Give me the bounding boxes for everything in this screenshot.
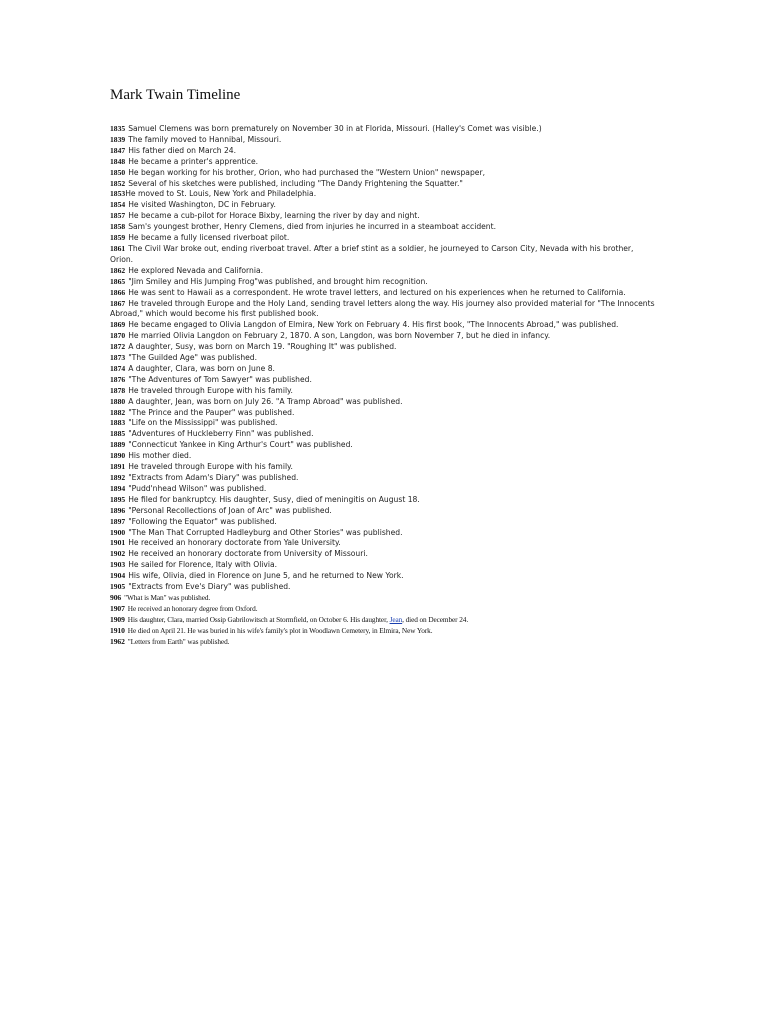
timeline-entry (110, 473, 655, 484)
entry-year: 1869 (110, 320, 126, 330)
entry-text: The family moved to Hannibal, Missouri. (128, 134, 282, 144)
entry-text: "The Prince and the Pauper" was published. (128, 407, 295, 417)
timeline-entry (110, 408, 655, 419)
entry-year: 1883 (110, 418, 126, 428)
entry-text: "The Man That Corrupted Hadleyburg and Other Stories" was published. (128, 527, 403, 537)
entry-year: 1866 (110, 287, 126, 297)
entry-year: 1885 (110, 429, 126, 439)
entry-text: He traveled through Europe and the Holy Land, sending travel letters along the way. His journey also provided material for "The Innocents Abroad," which would become his first published book. (110, 298, 655, 319)
timeline-entry (110, 211, 655, 222)
timeline-entry (110, 124, 655, 135)
entry-text: "Life on the Mississippi" was published. (128, 418, 278, 428)
entry-text: Sam's youngest brother, Henry Clemens, died from injuries he incurred in a steamboat accident. (128, 222, 497, 232)
timeline-entry (110, 386, 655, 397)
timeline-entry (110, 484, 655, 495)
entry-year: 1876 (110, 374, 126, 384)
timeline-entry (110, 451, 655, 462)
timeline-list (110, 124, 655, 648)
entry-year: 1905 (110, 582, 126, 592)
entry-year: 1896 (110, 505, 126, 515)
timeline-entry (110, 157, 655, 168)
entry-text: He began working for his brother, Orion, who had purchased the "Western Union" newspaper, (128, 167, 485, 177)
entry-text: His daughter, Clara, married Ossip Gabrilowitsch at Stormfield, on October 6. His daughter, (127, 614, 388, 624)
timeline-entry (110, 331, 655, 342)
timeline-entry (110, 626, 655, 637)
entry-year: 1859 (110, 233, 126, 243)
entry-text: He explored Nevada and California. (128, 265, 264, 275)
entry-year: 1891 (110, 462, 126, 472)
entry-year: 1867 (110, 298, 126, 308)
timeline-entry (110, 582, 655, 593)
entry-text: Several of his sketches were published, including "The Dandy Frightening the Squatter." (128, 178, 463, 188)
entry-year: 1895 (110, 494, 126, 504)
entry-year: 1892 (110, 473, 126, 482)
entry-text: "Personal Recollections of Joan of Arc" was published. (128, 505, 332, 515)
entry-year: 1901 (110, 538, 126, 548)
entry-text: "What is Man" was published. (124, 592, 211, 602)
entry-text: He sailed for Florence, Italy with Olivia. (128, 560, 278, 570)
entry-year: 1850 (110, 167, 126, 177)
entry-text: His mother died. (128, 451, 192, 461)
timeline-entry (110, 375, 655, 386)
entry-year: 1878 (110, 385, 126, 395)
entry-text: , died on December 24. (402, 614, 469, 624)
entry-year: 1880 (110, 396, 126, 406)
entry-year: 1865 (110, 276, 126, 286)
timeline-entry (110, 440, 655, 451)
jean-link[interactable]: Jean (389, 614, 403, 624)
entry-text: He traveled through Europe with his family. (128, 385, 293, 395)
entry-text: "Pudd'nhead Wilson" was published. (128, 483, 267, 493)
timeline-entry (110, 244, 655, 266)
entry-text: The Civil War broke out, ending riverboat travel. After a brief stint as a soldier, he journeyed to Carson City, Nevada with his brother, Orion. (110, 243, 634, 264)
entry-text: "Adventures of Huckleberry Finn" was published. (128, 429, 314, 439)
entry-text: A daughter, Clara, was born on June 8. (128, 363, 275, 373)
entry-text: He became engaged to Olivia Langdon of Elmira, New York on February 4. His first book, "The Innocents Abroad," was published. (128, 320, 619, 330)
entry-year: 1962 (110, 636, 125, 646)
entry-year: 1848 (110, 156, 126, 166)
timeline-entry (110, 506, 655, 517)
entry-text: His wife, Olivia, died in Florence on June 5, and he returned to New York. (128, 571, 404, 581)
entry-text: He received an honorary doctorate from University of Missouri. (128, 549, 368, 559)
timeline-entry (110, 277, 655, 288)
timeline-entry (110, 418, 655, 429)
timeline-entry (110, 462, 655, 473)
entry-year: 1889 (110, 440, 126, 450)
entry-text: "Following the Equator" was published. (128, 516, 277, 526)
timeline-entry (110, 429, 655, 440)
timeline-entry (110, 397, 655, 408)
timeline-entry (110, 200, 655, 211)
timeline-entry (110, 593, 655, 604)
timeline-entry (110, 528, 655, 539)
timeline-entry (110, 495, 655, 506)
timeline-entry (110, 560, 655, 571)
entry-year: 1890 (110, 451, 126, 461)
timeline-entry (110, 179, 655, 190)
entry-text: Samuel Clemens was born prematurely on November 30 in at Florida, Missouri. (Halley's Comet was visible.) (128, 124, 542, 133)
entry-text: "The Adventures of Tom Sawyer" was published. (128, 374, 312, 384)
timeline-entry (110, 233, 655, 244)
entry-text: He moved to St. Louis, New York and Philadelphia. (125, 189, 317, 199)
entry-text: "Connecticut Yankee in King Arthur's Court" was published. (128, 440, 353, 450)
entry-text: He received an honorary doctorate from Yale University. (128, 538, 341, 548)
timeline-entry (110, 168, 655, 179)
entry-text: He died on April 21. He was buried in his wife's family's plot in Woodlawn Cemetery, in Elmira, New York. (127, 625, 433, 635)
entry-year: 1909 (110, 614, 125, 624)
entry-year: 1861 (110, 243, 126, 253)
timeline-entry (110, 549, 655, 560)
timeline-entry (110, 288, 655, 299)
entry-text: A daughter, Jean, was born on July 26. "A Tramp Abroad" was published. (128, 396, 403, 406)
entry-year: 1897 (110, 516, 126, 526)
entry-year: 1904 (110, 571, 126, 581)
timeline-entry (110, 571, 655, 582)
entry-year: 1839 (110, 134, 126, 144)
entry-text: "Extracts from Adam's Diary" was published. (128, 473, 299, 482)
entry-text: A daughter, Susy, was born on March 19. "Roughing It" was published. (128, 342, 397, 352)
entry-year: 1894 (110, 483, 126, 493)
entry-year: 1852 (110, 178, 126, 188)
timeline-entry (110, 637, 655, 648)
timeline-entry (110, 222, 655, 233)
entry-text: His father died on March 24. (128, 145, 237, 155)
timeline-entry (110, 538, 655, 549)
entry-year: 1847 (110, 145, 126, 155)
entry-year: 1853 (110, 189, 126, 199)
entry-text: "Extracts from Eve's Diary" was published. (128, 582, 291, 592)
timeline-entry (110, 615, 655, 626)
timeline-entry (110, 517, 655, 528)
timeline-entry (110, 299, 655, 321)
entry-text: "Letters from Earth" was published. (127, 636, 230, 646)
entry-text: He became a printer's apprentice. (128, 156, 259, 166)
entry-text: He visited Washington, DC in February. (128, 200, 276, 210)
entry-year: 906 (110, 592, 122, 602)
entry-text: He filed for bankruptcy. His daughter, Susy, died of meningitis on August 18. (128, 494, 420, 504)
timeline-entry (110, 353, 655, 364)
entry-text: He became a cub-pilot for Horace Bixby, learning the river by day and night. (128, 211, 420, 221)
document-page (110, 86, 655, 648)
entry-year: 1903 (110, 560, 126, 570)
entry-year: 1870 (110, 331, 126, 341)
timeline-entry (110, 146, 655, 157)
entry-text: He was sent to Hawaii as a correspondent. He wrote travel letters, and lectured on his experiences when he returned to California. (128, 287, 626, 297)
timeline-entry (110, 342, 655, 353)
entry-text: "The Guilded Age" was published. (128, 353, 258, 363)
entry-year: 1902 (110, 549, 126, 559)
entry-year: 1872 (110, 342, 126, 352)
entry-year: 1858 (110, 222, 126, 232)
timeline-entry (110, 364, 655, 375)
entry-text: He received an honorary degree from Oxford. (127, 603, 258, 613)
timeline-entry (110, 320, 655, 331)
entry-year: 1910 (110, 625, 125, 635)
entry-year: 1874 (110, 363, 126, 373)
entry-year: 1835 (110, 124, 126, 133)
entry-text: He married Olivia Langdon on February 2, 1870. A son, Langdon, was born November 7, but he died in infancy. (128, 331, 551, 341)
entry-year: 1907 (110, 603, 125, 613)
entry-text: He traveled through Europe with his family. (128, 462, 293, 472)
entry-year: 1862 (110, 265, 126, 275)
entry-text: He became a fully licensed riverboat pilot. (128, 233, 290, 243)
entry-year: 1882 (110, 407, 126, 417)
timeline-entry (110, 189, 655, 200)
entry-text: "Jim Smiley and His Jumping Frog"was published, and brought him recognition. (128, 276, 428, 286)
timeline-entry (110, 266, 655, 277)
entry-year: 1854 (110, 200, 126, 210)
entry-year: 1900 (110, 527, 126, 537)
entry-year: 1857 (110, 211, 126, 221)
timeline-entry (110, 135, 655, 146)
page-title: Mark Twain Timeline (110, 87, 241, 103)
timeline-entry (110, 604, 655, 615)
entry-year: 1873 (110, 353, 126, 363)
